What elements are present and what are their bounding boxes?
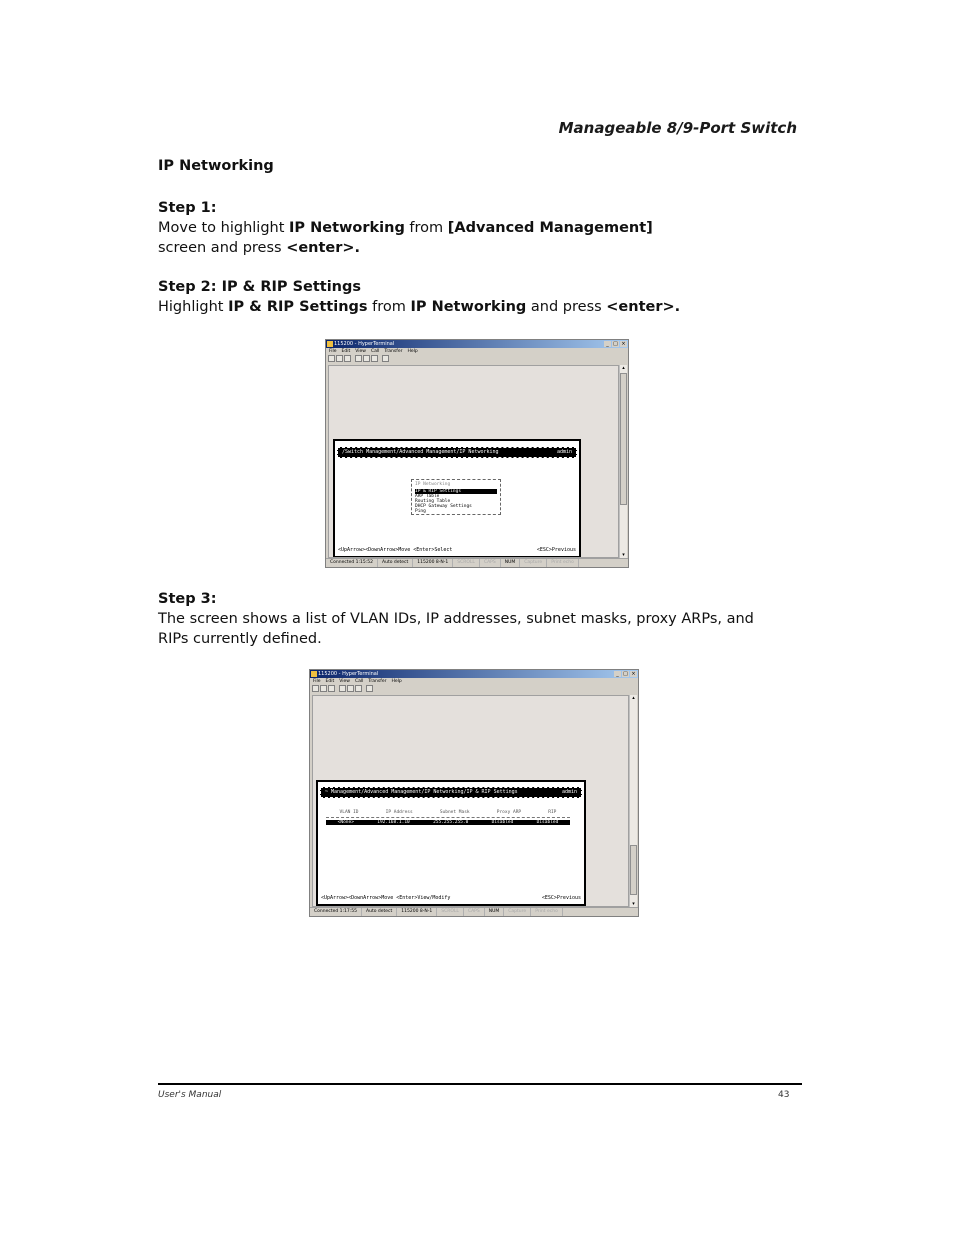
minimize-icon[interactable]: _ bbox=[604, 341, 611, 347]
step-1-heading: Step 1: bbox=[158, 200, 217, 216]
status-baud: 115200 8-N-1 bbox=[397, 908, 437, 916]
disconnect-icon[interactable] bbox=[344, 355, 351, 362]
hyperterminal-icon bbox=[311, 671, 317, 677]
scroll-down-icon[interactable]: ▾ bbox=[632, 901, 635, 907]
window-title: 115200 - HyperTerminal bbox=[334, 341, 395, 347]
console-user: admin bbox=[561, 789, 577, 795]
status-num: NUM bbox=[485, 908, 505, 916]
console-footer bbox=[338, 547, 576, 553]
table-header bbox=[326, 810, 570, 818]
col-rip: RIP bbox=[548, 810, 557, 815]
console-path-bar bbox=[320, 787, 582, 798]
status-num: NUM bbox=[501, 559, 521, 567]
new-icon[interactable] bbox=[328, 355, 335, 362]
console-path: ~ Management/Advanced Management/IP Networking/IP & RIP Settings bbox=[325, 789, 518, 795]
step-2-heading: Step 2: IP & RIP Settings bbox=[158, 279, 362, 295]
table-row[interactable] bbox=[326, 820, 570, 825]
col-proxy-arp: Proxy ARP bbox=[496, 810, 522, 815]
console-footer bbox=[321, 895, 581, 901]
console-screen bbox=[316, 780, 586, 906]
step-1-bold-c: <enter>. bbox=[286, 240, 361, 256]
status-detect: Auto detect bbox=[362, 908, 397, 916]
cell-vlan-id: <None> bbox=[337, 820, 354, 825]
vertical-scrollbar[interactable] bbox=[629, 695, 637, 907]
menu-view[interactable]: View bbox=[355, 349, 366, 354]
menu-item-routing-table[interactable]: Routing Table bbox=[415, 499, 451, 504]
step-1-bold-a: IP Networking bbox=[289, 220, 405, 236]
status-connected: Connected 1:15:52 bbox=[326, 559, 378, 567]
menu-item-ping[interactable]: Ping bbox=[415, 509, 426, 514]
status-capture: Capture bbox=[504, 908, 531, 916]
footer-manual-label: User's Manual bbox=[158, 1090, 222, 1100]
status-scroll: SCROLL bbox=[437, 908, 464, 916]
minimize-icon[interactable]: _ bbox=[614, 671, 621, 677]
close-icon[interactable]: × bbox=[631, 671, 636, 677]
console-footer-left: <UpArrow><DownArrow>Move <Enter>View/Modify bbox=[321, 895, 451, 901]
toolbar bbox=[328, 355, 389, 364]
scroll-thumb[interactable] bbox=[620, 373, 627, 505]
ip-settings-table bbox=[326, 810, 570, 825]
status-bar bbox=[310, 907, 638, 916]
scroll-up-icon[interactable]: ▴ bbox=[622, 365, 625, 371]
step-2-text-a: Highlight bbox=[158, 299, 229, 315]
status-print-echo: Print echo bbox=[547, 559, 579, 567]
step-2-text-c: and press bbox=[526, 299, 607, 315]
status-caps: CAPS bbox=[480, 559, 501, 567]
new-icon[interactable] bbox=[312, 685, 319, 692]
hyperterminal-window-2 bbox=[309, 669, 639, 917]
console-footer-left: <UpArrow><DownArrow>Move <Enter>Select bbox=[338, 547, 453, 553]
hyperterminal-window-1 bbox=[325, 339, 629, 568]
close-icon[interactable]: × bbox=[621, 341, 626, 347]
status-scroll: SCROLL bbox=[453, 559, 480, 567]
terminal-area[interactable] bbox=[328, 365, 619, 558]
menu-bar bbox=[310, 678, 638, 685]
console-footer-right: <ESC>Previous bbox=[541, 895, 581, 901]
cell-subnet-mask: 255.255.255.0 bbox=[433, 820, 469, 825]
col-ip-address: IP Address bbox=[385, 810, 413, 815]
receive-icon[interactable] bbox=[355, 685, 362, 692]
send-icon[interactable] bbox=[363, 355, 370, 362]
menu-help[interactable]: Help bbox=[391, 679, 402, 684]
menu-edit[interactable]: Edit bbox=[325, 679, 335, 684]
console-screen bbox=[333, 439, 581, 558]
hyperterminal-icon bbox=[327, 341, 333, 347]
console-footer-right: <ESC>Previous bbox=[536, 547, 576, 553]
status-capture: Capture bbox=[520, 559, 547, 567]
dial-icon[interactable] bbox=[355, 355, 362, 362]
menu-call[interactable]: Call bbox=[354, 679, 364, 684]
menu-transfer[interactable]: Transfer bbox=[368, 679, 387, 684]
menu-item-ip-rip-settings[interactable]: IP & RIP Settings bbox=[415, 489, 497, 494]
properties-icon[interactable] bbox=[366, 685, 373, 692]
disconnect-icon[interactable] bbox=[328, 685, 335, 692]
vertical-scrollbar[interactable] bbox=[619, 365, 627, 558]
console-path: /Switch Management/Advanced Management/IP Networking bbox=[342, 449, 499, 455]
step-1-text-c: screen and press bbox=[158, 240, 287, 256]
step-1-text-b: from bbox=[404, 220, 448, 236]
status-connected: Connected 1:17:55 bbox=[310, 908, 362, 916]
status-print-echo: Print echo bbox=[531, 908, 563, 916]
running-header: Manageable 8/9-Port Switch bbox=[558, 119, 797, 137]
menu-help[interactable]: Help bbox=[407, 349, 418, 354]
cell-rip: Disabled bbox=[536, 820, 559, 825]
maximize-icon[interactable]: □ bbox=[623, 671, 628, 677]
step-3 bbox=[158, 589, 778, 649]
step-1 bbox=[158, 198, 798, 258]
page-number: 43 bbox=[778, 1090, 790, 1100]
scroll-thumb[interactable] bbox=[630, 845, 637, 895]
properties-icon[interactable] bbox=[382, 355, 389, 362]
terminal-area[interactable] bbox=[312, 695, 629, 907]
ip-networking-menu bbox=[411, 479, 501, 515]
status-baud: 115200 8-N-1 bbox=[413, 559, 453, 567]
console-path-bar bbox=[337, 447, 577, 458]
step-3-text: The screen shows a list of VLAN IDs, IP addresses, subnet masks, proxy ARPs, and RIPs currently defined. bbox=[158, 611, 754, 647]
scroll-up-icon[interactable]: ▴ bbox=[632, 695, 635, 701]
window-title-bar bbox=[326, 340, 628, 348]
step-2 bbox=[158, 277, 798, 317]
menu-edit[interactable]: Edit bbox=[341, 349, 351, 354]
menu-item-arp-table[interactable]: ARP Table bbox=[415, 494, 440, 499]
step-1-bold-b: [Advanced Management] bbox=[447, 220, 653, 236]
cell-ip-address: 192.168.1.10 bbox=[377, 820, 410, 825]
dial-icon[interactable] bbox=[339, 685, 346, 692]
menu-transfer[interactable]: Transfer bbox=[384, 349, 403, 354]
scroll-down-icon[interactable]: ▾ bbox=[622, 552, 625, 558]
footer-rule bbox=[158, 1083, 802, 1085]
step-3-heading: Step 3: bbox=[158, 591, 217, 607]
col-vlan-id: VLAN ID bbox=[339, 810, 359, 815]
open-icon[interactable] bbox=[320, 685, 327, 692]
window-title: 115200 - HyperTerminal bbox=[318, 671, 379, 677]
menu-title: IP Networking bbox=[415, 482, 451, 487]
window-title-bar bbox=[310, 670, 638, 678]
status-detect: Auto detect bbox=[378, 559, 413, 567]
receive-icon[interactable] bbox=[371, 355, 378, 362]
menu-call[interactable]: Call bbox=[370, 349, 380, 354]
menu-file[interactable]: File bbox=[329, 349, 337, 354]
open-icon[interactable] bbox=[336, 355, 343, 362]
console-user: admin bbox=[556, 449, 572, 455]
send-icon[interactable] bbox=[347, 685, 354, 692]
step-2-bold-c: <enter>. bbox=[606, 299, 681, 315]
menu-item-dhcp-gateway[interactable]: DHCP Gateway Settings bbox=[415, 504, 472, 509]
menu-file[interactable]: File bbox=[313, 679, 321, 684]
cell-proxy-arp: Disabled bbox=[491, 820, 514, 825]
step-1-text-a: Move to highlight bbox=[158, 220, 290, 236]
toolbar bbox=[312, 685, 373, 694]
col-subnet-mask: Subnet Mask bbox=[439, 810, 470, 815]
status-bar bbox=[326, 558, 628, 567]
step-2-bold-a: IP & RIP Settings bbox=[228, 299, 368, 315]
step-2-bold-b: IP Networking bbox=[410, 299, 527, 315]
maximize-icon[interactable]: □ bbox=[613, 341, 618, 347]
section-title: IP Networking bbox=[158, 158, 274, 174]
status-caps: CAPS bbox=[464, 908, 485, 916]
menu-bar bbox=[326, 348, 628, 355]
step-2-text-b: from bbox=[367, 299, 411, 315]
menu-view[interactable]: View bbox=[339, 679, 350, 684]
